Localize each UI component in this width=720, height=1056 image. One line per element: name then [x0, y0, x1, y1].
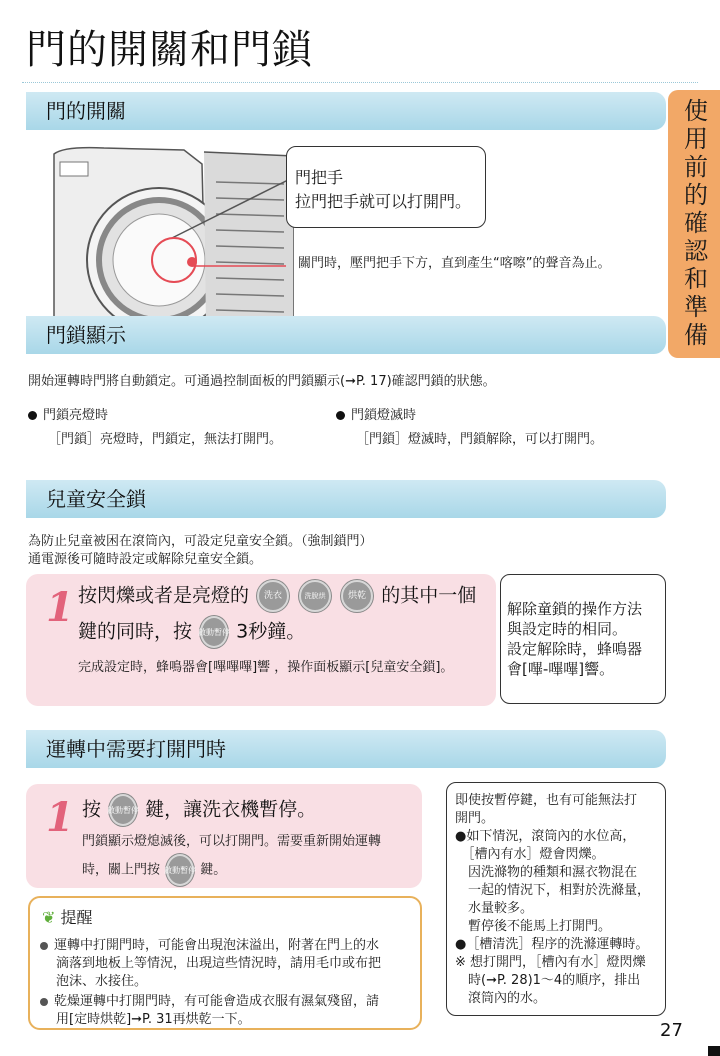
running-note-line: ●如下情況，滾筒內的水位高， [455, 829, 636, 844]
tip-item-1-line: 滴落到地板上等情況，出現這些情況時，請用毛巾或布把 [56, 956, 382, 971]
child-callout-line: 會[嗶-嗶嗶]響。 [507, 660, 615, 678]
page-title: 門的開關和門鎖 [26, 27, 313, 73]
lock-lit-text: ［門鎖］亮燈時，門鎖定，無法打開門。 [48, 432, 283, 447]
running-note-line: 水量較多。 [455, 901, 534, 916]
bullet-icon [336, 411, 345, 420]
close-note-pointer [186, 260, 292, 272]
bullet-icon [40, 998, 48, 1006]
running-note-line: 因洗滌物的種類和濕衣物混在 [455, 865, 638, 880]
running-detail-2 [82, 854, 226, 886]
running-note-line: ［槽內有水］燈會閃爍。 [455, 847, 605, 862]
door-handle-callout [286, 146, 486, 228]
running-detail-1: 門鎖顯示燈熄滅後，可以打開門。需要重新開始運轉 [82, 834, 382, 849]
lock-off-title-text: 門鎖燈滅時 [351, 408, 417, 423]
running-step [26, 784, 422, 888]
step-number: 1 [46, 584, 74, 631]
tip-header [42, 908, 93, 928]
child-step-text-c: 鍵的同時，按 [78, 620, 193, 643]
wash-dry-key-icon: 洗脫烘 [299, 580, 331, 612]
door-close-note: 關門時，壓門把手下方，直到產生“喀嚓”的聲音為止。 [298, 256, 611, 271]
dry-key-icon: 烘乾 [341, 580, 373, 612]
bullet-icon [28, 411, 37, 420]
running-note-line: ※ 想打開門，［槽內有水］燈閃爍 [455, 955, 646, 970]
tip-item-2-line: 用[定時烘乾]➞P. 31再烘乾一下。 [56, 1012, 251, 1027]
child-step-line-2 [78, 616, 305, 648]
running-note-line: 滾筒內的水。 [455, 991, 547, 1006]
title-divider [22, 82, 698, 83]
child-lock-callout [500, 574, 666, 704]
section-header-child-lock: 兒童安全鎖 [26, 480, 666, 518]
running-note-line: 即使按暫停鍵，也有可能無法打 [455, 793, 638, 808]
wash-key-icon: 洗衣 [257, 580, 289, 612]
child-callout-line: 解除童鎖的操作方法 [507, 600, 643, 618]
tip-title: 提醒 [60, 908, 93, 927]
running-detail-2-b: 鍵。 [200, 862, 227, 878]
child-lock-step [26, 574, 496, 706]
bullet-icon [40, 942, 48, 950]
tip-item-2 [40, 992, 379, 1012]
child-step-text-b: 的其中一個 [381, 584, 477, 607]
page-number: 27 [660, 1020, 683, 1041]
child-step-line-1 [78, 580, 476, 612]
child-intro-1: 為防止兒童被困在滾筒內，可設定兒童安全鎖。（強制鎖門） [28, 534, 373, 549]
tip-item-1-line: 運轉中打開門時，可能會出現泡沫溢出，附著在門上的水 [54, 938, 380, 953]
child-step-detail: 完成設定時，蜂鳴器會[嗶嗶嗶]響 ，操作面板顯示[兒童安全鎖]。 [78, 660, 454, 675]
corner-mark [708, 1046, 720, 1056]
door-handle-title: 門把手 [295, 168, 344, 187]
lock-intro: 開始運轉時門將自動鎖定。可通過控制面板的門鎖顯示(➞P. 17)確認門鎖的狀態。 [28, 374, 496, 389]
chapter-side-tab-label: 使用前的確認和準備 [679, 98, 708, 350]
tip-item-1 [40, 936, 379, 956]
chapter-side-tab [668, 90, 720, 358]
door-handle-text: 拉門把手就可以打開門。 [295, 192, 472, 211]
tip-item-1-line: 泡沫、水接住。 [56, 974, 148, 989]
running-step-text-b: 鍵，讓洗衣機暫停。 [145, 798, 317, 821]
running-step-line [82, 794, 316, 826]
section-header-door: 門的開關 [26, 92, 666, 130]
lock-off-text: ［門鎖］燈滅時，門鎖解除，可以打開門。 [356, 432, 604, 447]
running-note-line: 時(➞P. 28)1～4的順序，排出 [455, 973, 641, 988]
running-note-line: 一起的情況下，相對於洗滌量， [455, 883, 651, 898]
child-step-text-d: 3秒鐘。 [236, 620, 306, 643]
step-number: 1 [46, 794, 74, 841]
section-header-lock: 門鎖顯示 [26, 316, 666, 354]
tip-box [28, 896, 422, 1030]
lock-lit-title [28, 406, 108, 426]
running-note-line: 暫停後不能馬上打開門。 [455, 919, 612, 934]
child-callout-line: 與設定時的相同。 [507, 620, 628, 638]
start-pause-key-icon: 啟動暫停 [166, 854, 194, 886]
running-note-line: ●［槽清洗］程序的洗滌運轉時。 [455, 937, 649, 952]
running-note-callout [446, 782, 666, 1016]
child-step-text-a: 按閃爍或者是亮燈的 [78, 584, 250, 607]
lock-off-title [336, 406, 416, 426]
section-header-running: 運轉中需要打開門時 [26, 730, 666, 768]
start-pause-key-icon: 啟動暫停 [200, 616, 228, 648]
child-callout-line: 設定解除時，蜂鳴器 [507, 640, 643, 658]
tip-item-2-line: 乾燥運轉中打開門時，有可能會造成衣服有濕氣殘留，請 [54, 994, 380, 1009]
washer-illustration [44, 142, 294, 332]
running-step-text-a: 按 [82, 798, 102, 821]
child-intro-2: 通電源後可隨時設定或解除兒童安全鎖。 [28, 552, 263, 567]
running-note-line: 開門。 [455, 811, 495, 826]
sprout-icon: ❦ [42, 908, 56, 927]
lock-lit-title-text: 門鎖亮燈時 [43, 408, 109, 423]
running-detail-2-a: 時，關上門按 [82, 862, 161, 878]
start-pause-key-icon: 啟動暫停 [109, 794, 137, 826]
